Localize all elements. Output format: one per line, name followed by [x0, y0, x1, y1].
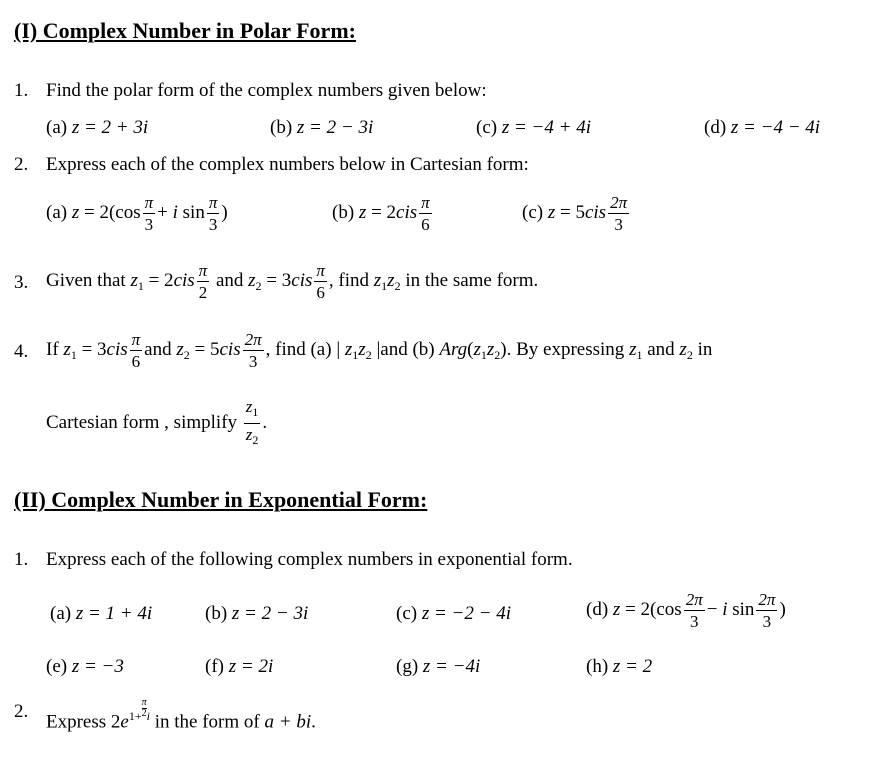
s2-q1-item-c: (c) z = −2 − 4i — [396, 603, 511, 624]
s2-q1-item-d: (d) z = 2(cos $\frac{2\pi}{3}$ − i sin $\frac{2\pi}{3}$ ) — [586, 590, 786, 631]
q4-number: 4. — [14, 341, 29, 362]
q1-number: 1. — [14, 80, 29, 101]
s2-q1-item-b: (b) z = 2 − 3i — [205, 603, 309, 624]
s2-q2-number: 2. — [14, 701, 29, 722]
q4-text-line2: Cartesian form , simplify $\frac{z_1}{z_2}$ . — [46, 397, 268, 447]
q1-item-d: (d) z = −4 − 4i — [704, 117, 821, 138]
q3-text: Given that $z_1 = 2cis$ $\frac{\pi}{2}$ and $z_2 = 3cis$ $\frac{\pi}{6}$ , find $z_1z_2$ in the same form. — [46, 261, 539, 302]
s2-q1-item-g: (g) z = −4i — [396, 656, 481, 677]
s2-q1-item-h: (h) z = 2 — [586, 656, 653, 677]
s2-q1-text: Express each of the following complex numbers in exponential form. — [46, 549, 573, 570]
q1-text: Find the polar form of the complex numbers given below: — [46, 80, 487, 101]
s2-q2-text: Express $2e^{1+ \frac{\pi}{2} i}$ in the form of a + bi. — [46, 697, 316, 733]
s2-q1-item-f: (f) z = 2i — [205, 656, 274, 677]
q2-item-b: (b) z = 2cis $\frac{\pi}{6}$ — [332, 193, 430, 234]
s2-q1-number: 1. — [14, 549, 29, 570]
q1-item-b: (b) z = 2 − 3i — [270, 117, 374, 138]
q2-item-c: (c) z = 5cis $\frac{2\pi}{3}$ — [522, 193, 628, 234]
q3-number: 3. — [14, 272, 29, 293]
q2-text: Express each of the complex numbers below in Cartesian form: — [46, 154, 529, 175]
s2-q1-item-a: (a) z = 1 + 4i — [50, 603, 153, 624]
section1-title: (I) Complex Number in Polar Form: — [14, 18, 356, 43]
q1-item-a: (a) z = 2 + 3i — [46, 117, 149, 138]
q2-number: 2. — [14, 154, 29, 175]
s2-q1-item-e: (e) z = −3 — [46, 656, 124, 677]
section2-title: (II) Complex Number in Exponential Form: — [14, 487, 428, 512]
q1-item-c: (c) z = −4 + 4i — [476, 117, 591, 138]
q2-item-a: (a) z = 2(cos $\frac{\pi}{3}$ + i sin $\frac{\pi}{3}$ ) — [46, 193, 228, 234]
q4-text-line1: If $z_1 = 3cis$ $\frac{\pi}{6}$ and $z_2 = 5cis$ $\frac{2\pi}{3}$ , find (a) | $z_1z_2$ |and (b) $Arg(z_1z_2)$. By expressing $z_1$ and $z_2$ in — [46, 330, 713, 371]
